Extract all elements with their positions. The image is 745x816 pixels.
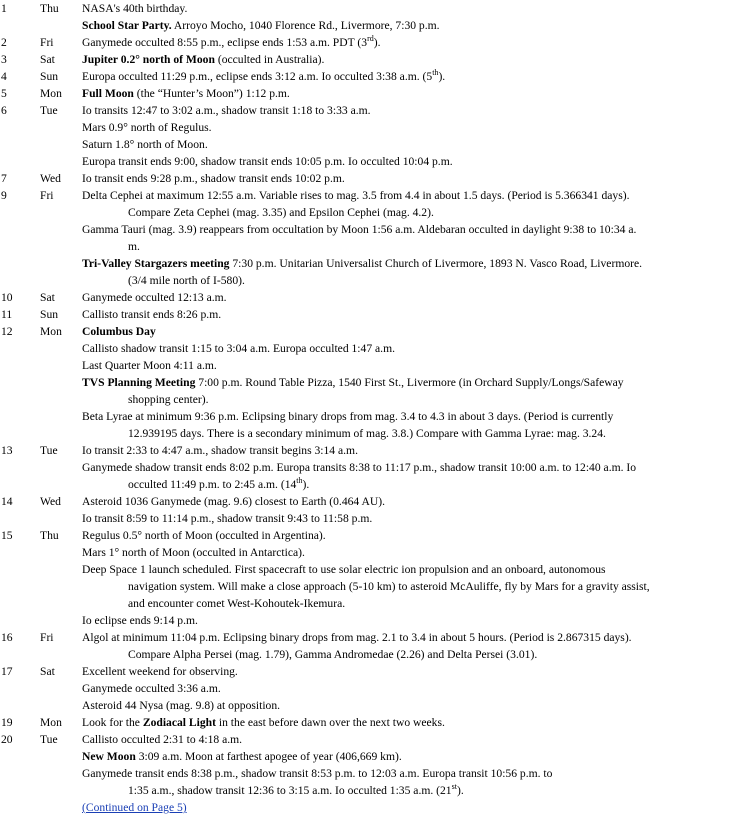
event-detail: Look for the (82, 716, 143, 729)
event-text (82, 85, 290, 102)
calendar-line (0, 510, 745, 527)
calendar-line (0, 357, 745, 374)
calendar-line (0, 663, 745, 680)
event-text (82, 408, 613, 425)
calendar-line (0, 323, 745, 340)
day-number: 2 (1, 36, 7, 49)
event-detail: Mars 0.9° north of Regulus. (82, 121, 212, 134)
calendar-line (0, 527, 745, 544)
day-of-week: Tue (40, 104, 58, 117)
day-of-week: Sat (40, 665, 55, 678)
event-detail-tail: ). (302, 478, 310, 491)
event-text (82, 17, 440, 34)
ordinal-suffix: st (451, 782, 457, 792)
day-of-week: Fri (40, 631, 54, 644)
calendar-line (0, 476, 745, 493)
event-detail: Gamma Tauri (mag. 3.9) reappears from occultation by Moon 1:56 a.m. Aldebaran occulted in daylight 9:38 to 10:34 a. (82, 223, 637, 236)
event-text (82, 340, 395, 357)
day-of-week: Sun (40, 308, 59, 321)
calendar-line (0, 136, 745, 153)
event-detail: shopping center). (128, 393, 209, 406)
day-number: 15 (1, 529, 13, 542)
event-text (82, 629, 632, 646)
event-detail: 7:30 p.m. Unitarian Universalist Church of Livermore, 1893 N. Vasco Road, Livermore. (232, 257, 643, 270)
event-text (82, 187, 630, 204)
calendar-line (0, 544, 745, 561)
calendar-line (0, 561, 745, 578)
event-detail: Excellent weekend for observing. (82, 665, 238, 678)
event-text (82, 510, 372, 527)
day-of-week: Sat (40, 291, 55, 304)
event-detail: Last Quarter Moon 4:11 a.m. (82, 359, 217, 372)
day-number: 14 (1, 495, 13, 508)
event-detail: Mars 1° north of Moon (occulted in Antarctica). (82, 546, 305, 559)
day-number: 1 (1, 2, 7, 15)
event-text (82, 765, 552, 782)
event-detail: Callisto transit ends 8:26 p.m. (82, 308, 222, 321)
event-detail: Regulus 0.5° north of Moon (occulted in Argentina). (82, 529, 326, 542)
event-detail: Ganymede occulted 8:55 p.m., eclipse ends 1:53 a.m. PDT (3 (82, 36, 368, 49)
event-text (82, 34, 381, 51)
event-text (82, 680, 221, 697)
day-of-week: Tue (40, 733, 58, 746)
event-text (128, 204, 434, 221)
event-detail: Ganymede occulted 3:36 a.m. (82, 682, 221, 695)
event-text (82, 51, 324, 68)
event-detail-tail: ). (456, 784, 464, 797)
event-text (128, 476, 309, 493)
calendar-line (0, 595, 745, 612)
event-text (82, 663, 238, 680)
ordinal-suffix: th (432, 68, 439, 78)
day-of-week: Mon (40, 325, 62, 338)
continued-line (0, 799, 745, 816)
calendar-line (0, 68, 745, 85)
event-highlight: Jupiter 0.2° north of Moon (82, 53, 215, 66)
event-text (82, 459, 636, 476)
event-detail: m. (128, 240, 140, 253)
event-text (82, 527, 326, 544)
event-detail: 1:35 a.m., shadow transit 12:36 to 3:15 a.m. Io occulted 1:35 a.m. (21 (128, 784, 452, 797)
calendar-line (0, 765, 745, 782)
event-detail: Compare Alpha Persei (mag. 1.79), Gamma Andromedae (2.26) and Delta Persei (3.01). (128, 648, 538, 661)
event-detail: Ganymede shadow transit ends 8:02 p.m. Europa transits 8:38 to 11:17 p.m., shadow transit 10:00 a.m. to 12:40 a.m. Io (82, 461, 637, 474)
calendar-line (0, 238, 745, 255)
calendar-line (0, 629, 745, 646)
day-number: 20 (1, 733, 13, 746)
calendar-line (0, 731, 745, 748)
event-text (82, 493, 385, 510)
event-text (82, 119, 212, 136)
calendar-line (0, 119, 745, 136)
event-text (128, 646, 537, 663)
calendar-line (0, 221, 745, 238)
event-text (82, 323, 156, 340)
event-detail: Saturn 1.8° north of Moon. (82, 138, 208, 151)
day-number: 9 (1, 189, 7, 202)
day-of-week: Wed (40, 495, 61, 508)
ordinal-suffix: rd (367, 34, 374, 44)
day-of-week: Mon (40, 716, 62, 729)
calendar-line (0, 255, 745, 272)
calendar-line (0, 612, 745, 629)
day-number: 17 (1, 665, 13, 678)
day-number: 10 (1, 291, 13, 304)
calendar-line (0, 391, 745, 408)
continued-on-page-link[interactable]: (Continued on Page 5) (82, 801, 187, 814)
event-text (128, 425, 606, 442)
calendar-line (0, 748, 745, 765)
event-detail: Callisto occulted 2:31 to 4:18 a.m. (82, 733, 243, 746)
event-detail-tail: ). (438, 70, 446, 83)
day-number: 16 (1, 631, 13, 644)
day-number: 5 (1, 87, 7, 100)
event-text (82, 374, 624, 391)
event-text (82, 612, 198, 629)
event-text (82, 561, 606, 578)
event-text (82, 170, 345, 187)
day-number: 13 (1, 444, 13, 457)
event-text (128, 578, 650, 595)
event-detail: Io eclipse ends 9:14 p.m. (82, 614, 198, 627)
day-number: 19 (1, 716, 13, 729)
calendar-line (0, 442, 745, 459)
event-text (82, 289, 227, 306)
calendar-line (0, 340, 745, 357)
calendar-line (0, 782, 745, 799)
day-of-week: Mon (40, 87, 62, 100)
event-detail: Deep Space 1 launch scheduled. First spacecraft to use solar electric ion propulsion and an onboard, autonomous (82, 563, 606, 576)
day-of-week: Sat (40, 53, 55, 66)
event-text (82, 442, 358, 459)
calendar-line (0, 187, 745, 204)
event-detail: Ganymede occulted 12:13 a.m. (82, 291, 227, 304)
day-number: 7 (1, 172, 7, 185)
event-detail: Io transit 2:33 to 4:47 a.m., shadow transit begins 3:14 a.m. (82, 444, 358, 457)
event-text (82, 102, 371, 119)
event-text (82, 255, 642, 272)
event-detail: navigation system. Will make a close approach (5-10 km) to asteroid McAuliffe, fly by Mars for a gravity assist, (128, 580, 650, 593)
calendar-line (0, 0, 745, 17)
event-text (128, 238, 140, 255)
event-text (82, 357, 217, 374)
event-text (82, 221, 636, 238)
event-detail: Io transit 8:59 to 11:14 p.m., shadow transit 9:43 to 11:58 p.m. (82, 512, 373, 525)
event-detail: Arroyo Mocho, 1040 Florence Rd., Livermore, 7:30 p.m. (173, 19, 440, 32)
event-detail: (occulted in Australia). (217, 53, 325, 66)
event-detail-tail: in the east before dawn over the next two weeks. (215, 716, 445, 729)
event-detail: Ganymede transit ends 8:38 p.m., shadow transit 8:53 p.m. to 12:03 a.m. Europa transit 10:56 p.m. to (82, 767, 553, 780)
event-detail: occulted 11:49 p.m. to 2:45 a.m. (14 (128, 478, 297, 491)
day-of-week: Sun (40, 70, 59, 83)
event-highlight: School Star Party. (82, 19, 172, 32)
calendar-line (0, 204, 745, 221)
event-text (82, 0, 187, 17)
calendar-line (0, 374, 745, 391)
event-detail: Asteroid 1036 Ganymede (mag. 9.6) closest to Earth (0.464 AU). (82, 495, 385, 508)
event-detail: 12.939195 days. There is a secondary minimum of mag. 3.8.) Compare with Gamma Lyrae: mag. 3.24. (128, 427, 606, 440)
calendar-line (0, 289, 745, 306)
calendar-line (0, 459, 745, 476)
calendar-line (0, 51, 745, 68)
event-text (128, 782, 464, 799)
calendar-line (0, 85, 745, 102)
day-number: 3 (1, 53, 7, 66)
event-text (82, 136, 208, 153)
calendar-line (0, 578, 745, 595)
day-number: 6 (1, 104, 7, 117)
calendar-line (0, 272, 745, 289)
day-of-week: Wed (40, 172, 61, 185)
day-number: 4 (1, 70, 7, 83)
event-detail: Beta Lyrae at minimum 9:36 p.m. Eclipsing binary drops from mag. 3.4 to 4.3 in about 3 days. (Period is currently (82, 410, 614, 423)
calendar-line (0, 680, 745, 697)
event-detail-tail: ). (373, 36, 381, 49)
calendar-line (0, 102, 745, 119)
event-detail: Europa occulted 11:29 p.m., eclipse ends 3:12 a.m. Io occulted 3:38 a.m. (5 (82, 70, 433, 83)
event-detail: Europa transit ends 9:00, shadow transit ends 10:05 p.m. Io occulted 10:04 p.m. (82, 155, 453, 168)
event-text (128, 595, 345, 612)
event-detail: Callisto shadow transit 1:15 to 3:04 a.m. Europa occulted 1:47 a.m. (82, 342, 395, 355)
event-text (82, 544, 305, 561)
ordinal-suffix: th (296, 476, 303, 486)
event-text (82, 748, 402, 765)
calendar-line (0, 493, 745, 510)
calendar-line (0, 153, 745, 170)
event-highlight: Full Moon (82, 87, 134, 100)
calendar-line (0, 170, 745, 187)
event-text (82, 306, 221, 323)
event-detail: Asteroid 44 Nysa (mag. 9.8) at opposition. (82, 699, 281, 712)
day-number: 12 (1, 325, 13, 338)
event-text (128, 391, 209, 408)
event-text (128, 272, 245, 289)
event-detail: and encounter comet West-Kohoutek-Ikemura. (128, 597, 346, 610)
event-highlight: Zodiacal Light (142, 716, 216, 729)
event-detail: Io transits 12:47 to 3:02 a.m., shadow transit 1:18 to 3:33 a.m. (82, 104, 371, 117)
event-detail: 3:09 a.m. Moon at farthest apogee of year (406,669 km). (138, 750, 402, 763)
calendar-line (0, 425, 745, 442)
event-highlight: Columbus Day (82, 325, 156, 338)
event-detail: Delta Cephei at maximum 12:55 a.m. Variable rises to mag. 3.5 from 4.4 in about 1.5 days. (Period is 5.366341 days). (82, 189, 630, 202)
calendar-line (0, 34, 745, 51)
event-detail: 7:00 p.m. Round Table Pizza, 1540 First St., Livermore (in Orchard Supply/Longs/Safeway (198, 376, 624, 389)
event-highlight: Tri-Valley Stargazers meeting (82, 257, 230, 270)
calendar-line (0, 17, 745, 34)
event-text (82, 68, 445, 85)
event-highlight: TVS Planning Meeting (82, 376, 196, 389)
event-text (82, 697, 280, 714)
event-text (82, 153, 453, 170)
day-of-week: Thu (40, 2, 59, 15)
event-detail: (the “Hunter’s Moon”) 1:12 p.m. (136, 87, 290, 100)
event-detail: Compare Zeta Cephei (mag. 3.35) and Epsilon Cephei (mag. 4.2). (128, 206, 434, 219)
calendar-line (0, 697, 745, 714)
calendar-line (0, 646, 745, 663)
day-of-week: Fri (40, 36, 54, 49)
calendar-line (0, 714, 745, 731)
event-text (82, 731, 242, 748)
day-number: 11 (1, 308, 13, 321)
event-highlight: New Moon (82, 750, 136, 763)
calendar-line (0, 408, 745, 425)
event-detail: (3/4 mile north of I-580). (128, 274, 245, 287)
day-of-week: Tue (40, 444, 58, 457)
event-detail: Io transit ends 9:28 p.m., shadow transit ends 10:02 p.m. (82, 172, 345, 185)
event-text (82, 714, 445, 731)
day-of-week: Fri (40, 189, 54, 202)
event-detail: Algol at minimum 11:04 p.m. Eclipsing binary drops from mag. 2.1 to 3.4 in about 5 hours. (Period is 2.867315 days). (82, 631, 632, 644)
calendar-line (0, 306, 745, 323)
day-of-week: Thu (40, 529, 59, 542)
event-detail: NASA's 40th birthday. (82, 2, 188, 15)
